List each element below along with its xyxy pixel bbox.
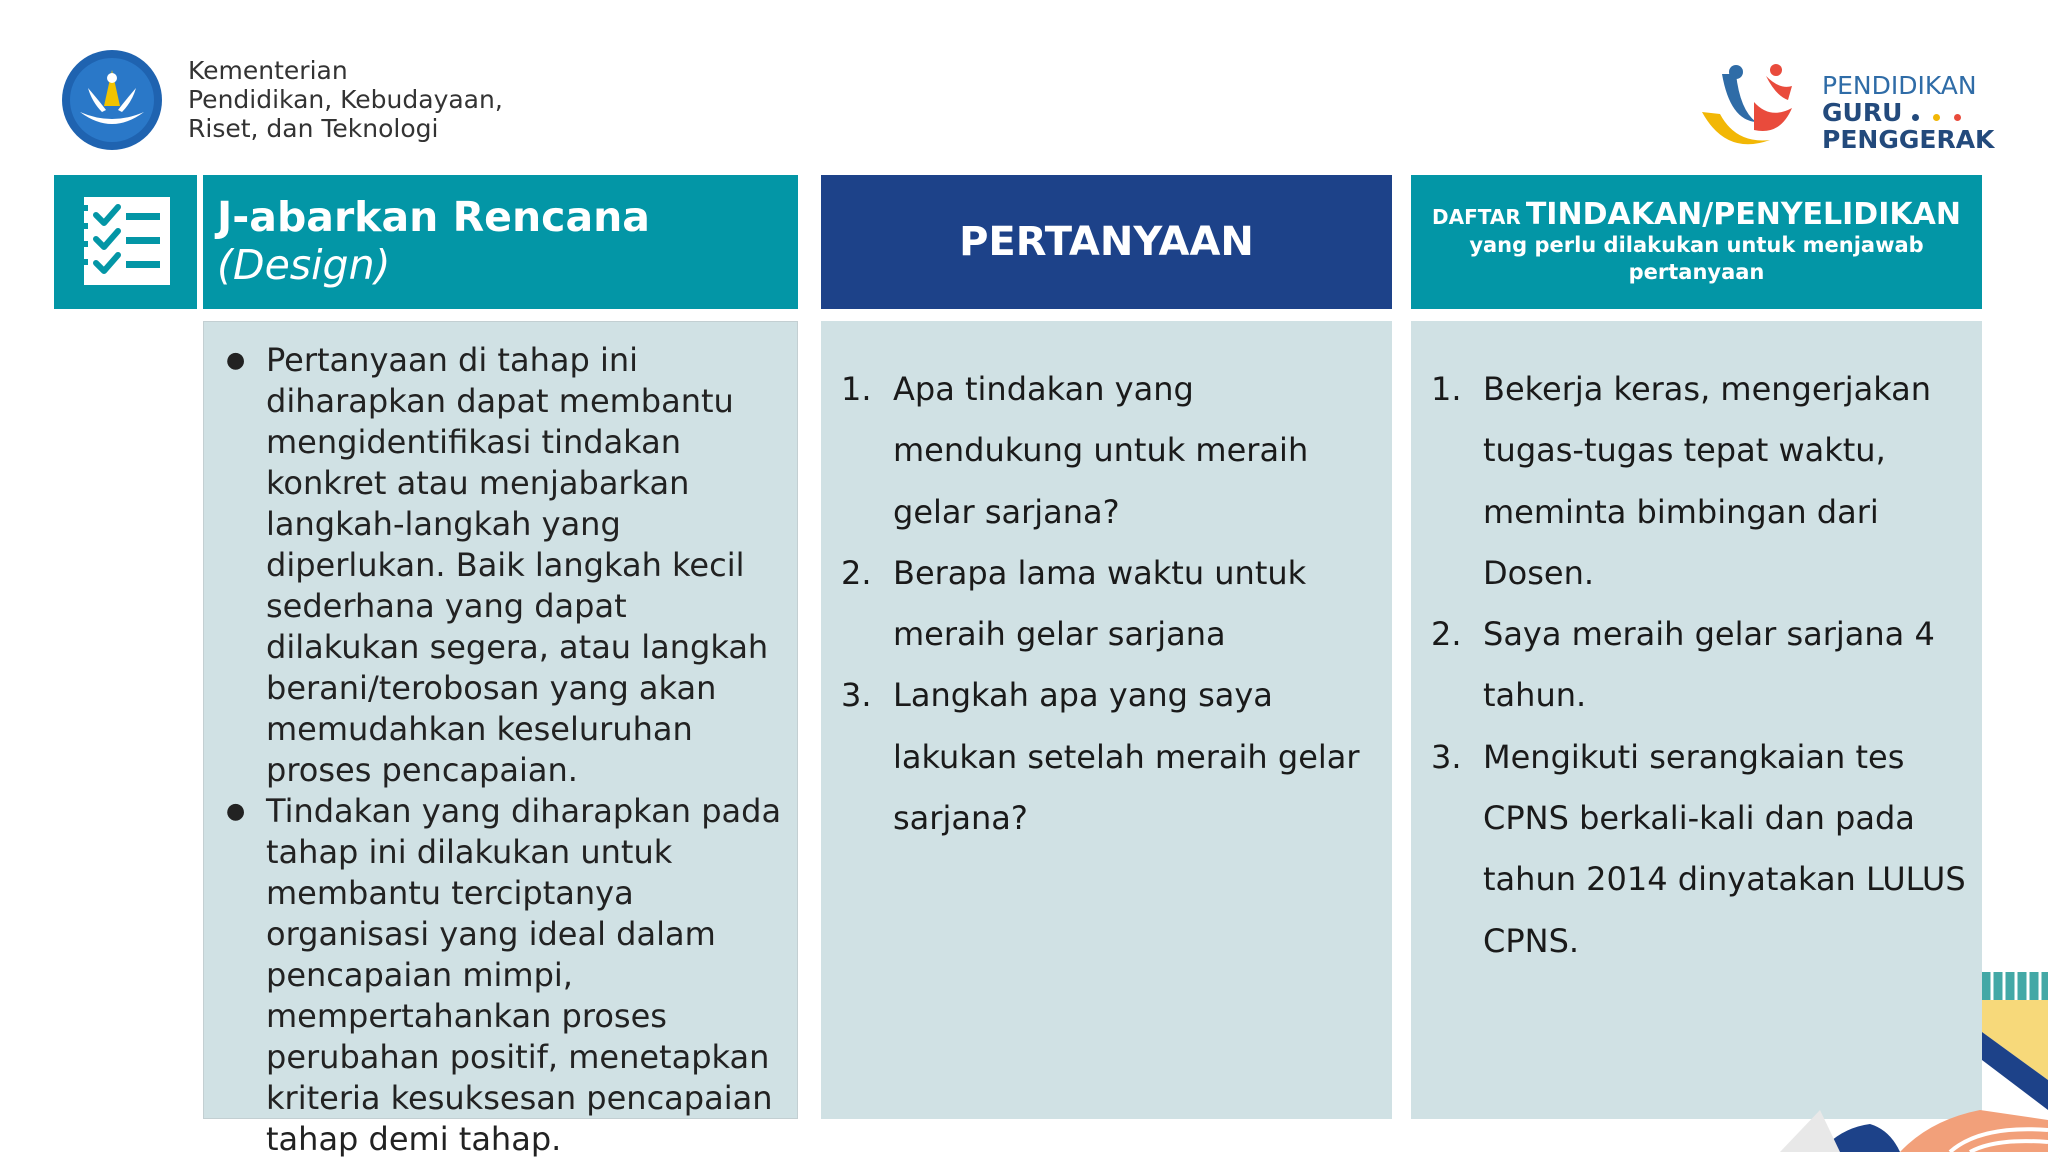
- list-item: 3. Langkah apa yang saya lakukan setelah meraih gelar sarjana?: [841, 676, 1360, 838]
- design-bullets: [226, 340, 786, 1160]
- dot: [1954, 114, 1961, 121]
- questions-panel: [821, 321, 1392, 1119]
- ministry-line: Pendidikan, Kebudayaan,: [188, 85, 503, 114]
- corner-decoration: [1780, 960, 2048, 1152]
- design-header: [203, 175, 798, 309]
- questions-header: [821, 175, 1392, 309]
- ministry-line: Kementerian: [188, 56, 348, 85]
- program-name: [1822, 72, 1994, 153]
- list-item: ● Tindakan yang diharapkan pada tahap ini dilakukan untuk membantu terciptanya organisasi yang ideal dalam pencapaian mimpi, mempertahankan proses perubahan positif, menetapkan kriteria kesuksesan pencapaian tahap demi tahap.: [226, 791, 786, 1160]
- list-item: 2. Saya meraih gelar sarjana 4 tahun.: [1431, 615, 1935, 715]
- questions-list: [841, 359, 1381, 849]
- checklist-icon: [54, 175, 197, 309]
- actions-title-prefix: DAFTAR: [1432, 205, 1521, 229]
- actions-list: [1431, 359, 1971, 972]
- list-item: 1. Apa tindakan yang mendukung untuk meraih gelar sarjana?: [841, 370, 1309, 531]
- actions-title: TINDAKAN/PENYELIDIKAN: [1525, 197, 1961, 232]
- program-logo: [1696, 60, 1816, 156]
- design-subtitle: (Design): [217, 241, 391, 289]
- design-title: J-abarkan Rencana: [217, 193, 650, 241]
- dot: [1912, 114, 1919, 121]
- program-line: PENDIDIKAN: [1822, 71, 1977, 100]
- program-line: PENGGERAK: [1822, 125, 1995, 154]
- dot: [1933, 114, 1940, 121]
- actions-subtitle: yang perlu dilakukan untuk menjawab pertanyaan: [1469, 233, 1924, 284]
- ministry-emblem: [58, 48, 166, 152]
- list-item: 2. Berapa lama waktu untuk meraih gelar sarjana: [841, 553, 1307, 654]
- list-item: 1. Bekerja keras, mengerjakan tugas-tugas tepat waktu, meminta bimbingan dari Dosen.: [1431, 370, 1932, 592]
- questions-title: PERTANYAAN: [959, 219, 1254, 265]
- design-panel: [203, 321, 798, 1158]
- program-line: GURU: [1822, 98, 1903, 127]
- ministry-line: Riset, dan Teknologi: [188, 114, 439, 143]
- list-item: ● Pertanyaan di tahap ini diharapkan dapat membantu mengidentifikasi tindakan konkret atau menjabarkan langkah-langkah yang diperlukan. Baik langkah kecil sederhana yang dapat dilakukan segera, atau langkah berani/terobosan yang akan memudahkan keseluruhan proses pencapaian.: [226, 340, 786, 791]
- actions-header: [1411, 175, 1982, 309]
- program-dots: [1912, 99, 1975, 126]
- ministry-name: [188, 56, 503, 143]
- list-item: 3. Mengikuti serangkaian tes CPNS berkali-kali dan pada tahun 2014 dinyatakan LULUS CPNS.: [1431, 737, 1966, 960]
